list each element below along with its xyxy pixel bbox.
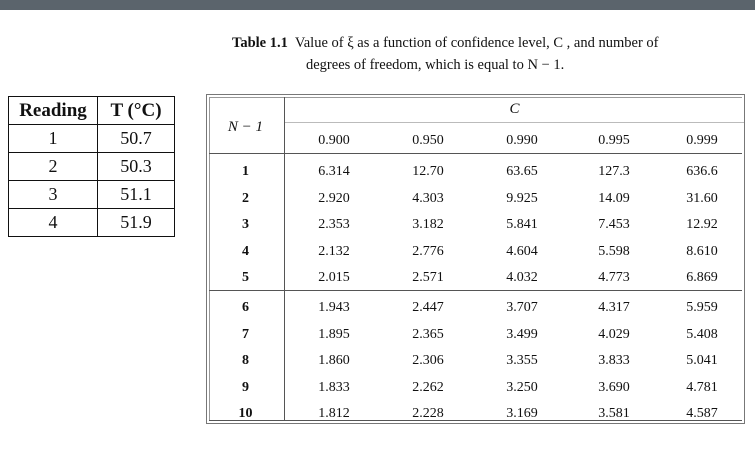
xi-value-cell: 2.132	[318, 243, 350, 259]
xi-value-cell: 2.262	[412, 379, 444, 395]
xi-value-cell: 1.860	[318, 353, 350, 368]
reading-cell: 3	[9, 181, 98, 209]
xi-value-cell: 12.92	[686, 217, 718, 232]
table-row	[207, 212, 744, 238]
temperature-cell: 50.3	[98, 153, 175, 181]
degrees-of-freedom-header: N − 1	[227, 119, 264, 135]
xi-value-cell: 4.781	[686, 379, 718, 395]
table-row	[207, 348, 744, 374]
xi-value-cell: 6.314	[318, 164, 350, 179]
xi-value-cell: 2.015	[318, 270, 350, 285]
xi-value-cell: 5.408	[686, 326, 718, 342]
xi-value-cell: 1.812	[318, 406, 350, 421]
xi-value-cell: 5.959	[686, 300, 718, 315]
temperature-column-header: T (°C)	[98, 97, 175, 125]
group-header-rule	[285, 122, 744, 123]
reading-cell: 1	[9, 125, 98, 153]
degrees-of-freedom-cell: 4	[242, 243, 249, 259]
table-row	[207, 401, 744, 427]
xi-value-cell: 2.365	[412, 326, 444, 342]
xi-value-cell: 3.833	[598, 353, 630, 368]
confidence-group-header: C	[509, 101, 520, 117]
xi-value-cell: 1.943	[318, 300, 350, 315]
xi-value-cell: 6.869	[686, 270, 718, 285]
table-row	[207, 295, 744, 321]
xi-value-cell: 5.841	[506, 217, 538, 232]
temperature-cell: 51.9	[98, 209, 175, 237]
xi-value-cell: 127.3	[598, 164, 630, 179]
xi-value-cell: 2.353	[318, 217, 350, 232]
xi-value-cell: 4.587	[686, 406, 718, 421]
degrees-of-freedom-cell: 2	[242, 190, 249, 206]
table-row	[207, 265, 744, 291]
confidence-level-header: 0.900	[318, 133, 350, 148]
xi-value-cell: 2.776	[412, 243, 444, 259]
header-rule	[209, 153, 742, 154]
degrees-of-freedom-cell: 8	[242, 353, 249, 368]
degrees-of-freedom-cell: 3	[242, 217, 249, 232]
table-row	[207, 375, 744, 401]
xi-value-cell: 3.499	[506, 326, 538, 342]
table-row	[9, 209, 175, 237]
xi-value-cell: 5.598	[598, 243, 630, 259]
top-bar	[0, 0, 755, 10]
xi-value-cell: 4.317	[598, 300, 630, 315]
xi-value-cell: 8.610	[686, 243, 718, 259]
xi-value-cell: 5.041	[686, 353, 718, 368]
readings-header-row	[9, 97, 175, 125]
degrees-of-freedom-cell: 7	[242, 326, 249, 342]
xi-value-cell: 4.773	[598, 270, 630, 285]
table-row	[207, 239, 744, 265]
reading-column-header: Reading	[9, 97, 98, 125]
xi-value-cell: 4.029	[598, 326, 630, 342]
xi-value-cell: 9.925	[506, 190, 538, 206]
confidence-level-header: 0.995	[598, 133, 630, 148]
xi-value-cell: 31.60	[686, 190, 718, 206]
degrees-of-freedom-cell: 1	[242, 164, 249, 179]
confidence-level-header: 0.990	[506, 133, 538, 148]
xi-value-cell: 3.250	[506, 379, 538, 395]
xi-value-cell: 3.707	[506, 300, 538, 315]
xi-value-cell: 14.09	[598, 190, 630, 206]
xi-value-cell: 3.690	[598, 379, 630, 395]
table-row	[207, 322, 744, 348]
xi-value-cell: 3.169	[506, 406, 538, 421]
degrees-of-freedom-cell: 10	[238, 406, 253, 421]
table-row	[207, 186, 744, 212]
table-row	[9, 125, 175, 153]
table-row	[9, 181, 175, 209]
degrees-of-freedom-cell: 6	[242, 300, 249, 315]
xi-value-cell: 2.228	[412, 406, 444, 421]
degrees-of-freedom-cell: 5	[242, 270, 249, 285]
table-row	[9, 153, 175, 181]
xi-value-cell: 3.182	[412, 217, 444, 232]
xi-value-cell: 3.581	[598, 406, 630, 421]
confidence-level-header: 0.950	[412, 133, 444, 148]
table-caption	[232, 32, 752, 76]
xi-value-cell: 2.306	[412, 353, 444, 368]
caption-label: Table 1.1	[232, 35, 288, 51]
xi-value-cell: 3.355	[506, 353, 538, 368]
table-row	[207, 159, 744, 185]
caption-line-1	[232, 32, 752, 54]
xi-value-cell: 1.895	[318, 326, 350, 342]
xi-value-cell: 636.6	[686, 164, 718, 179]
xi-value-cell: 12.70	[412, 164, 444, 179]
xi-table	[206, 94, 745, 424]
temperature-cell: 50.7	[98, 125, 175, 153]
caption-text-2: degrees of freedom, which is equal to N − 1.	[306, 57, 565, 73]
xi-value-cell: 1.833	[318, 379, 350, 395]
reading-cell: 4	[9, 209, 98, 237]
xi-value-cell: 7.453	[598, 217, 630, 232]
xi-value-cell: 4.604	[506, 243, 538, 259]
xi-value-cell: 4.032	[506, 270, 538, 285]
degrees-of-freedom-cell: 9	[242, 379, 249, 395]
caption-text-1: Value of ξ as a function of confidence level, C , and number of	[294, 35, 659, 51]
xi-value-cell: 63.65	[506, 164, 538, 179]
confidence-level-header: 0.999	[686, 133, 718, 148]
xi-value-cell: 2.920	[318, 190, 350, 206]
temperature-cell: 51.1	[98, 181, 175, 209]
xi-value-cell: 2.447	[412, 300, 444, 315]
readings-table	[8, 96, 175, 237]
xi-value-cell: 2.571	[412, 270, 444, 285]
reading-cell: 2	[9, 153, 98, 181]
xi-value-cell: 4.303	[412, 190, 444, 206]
